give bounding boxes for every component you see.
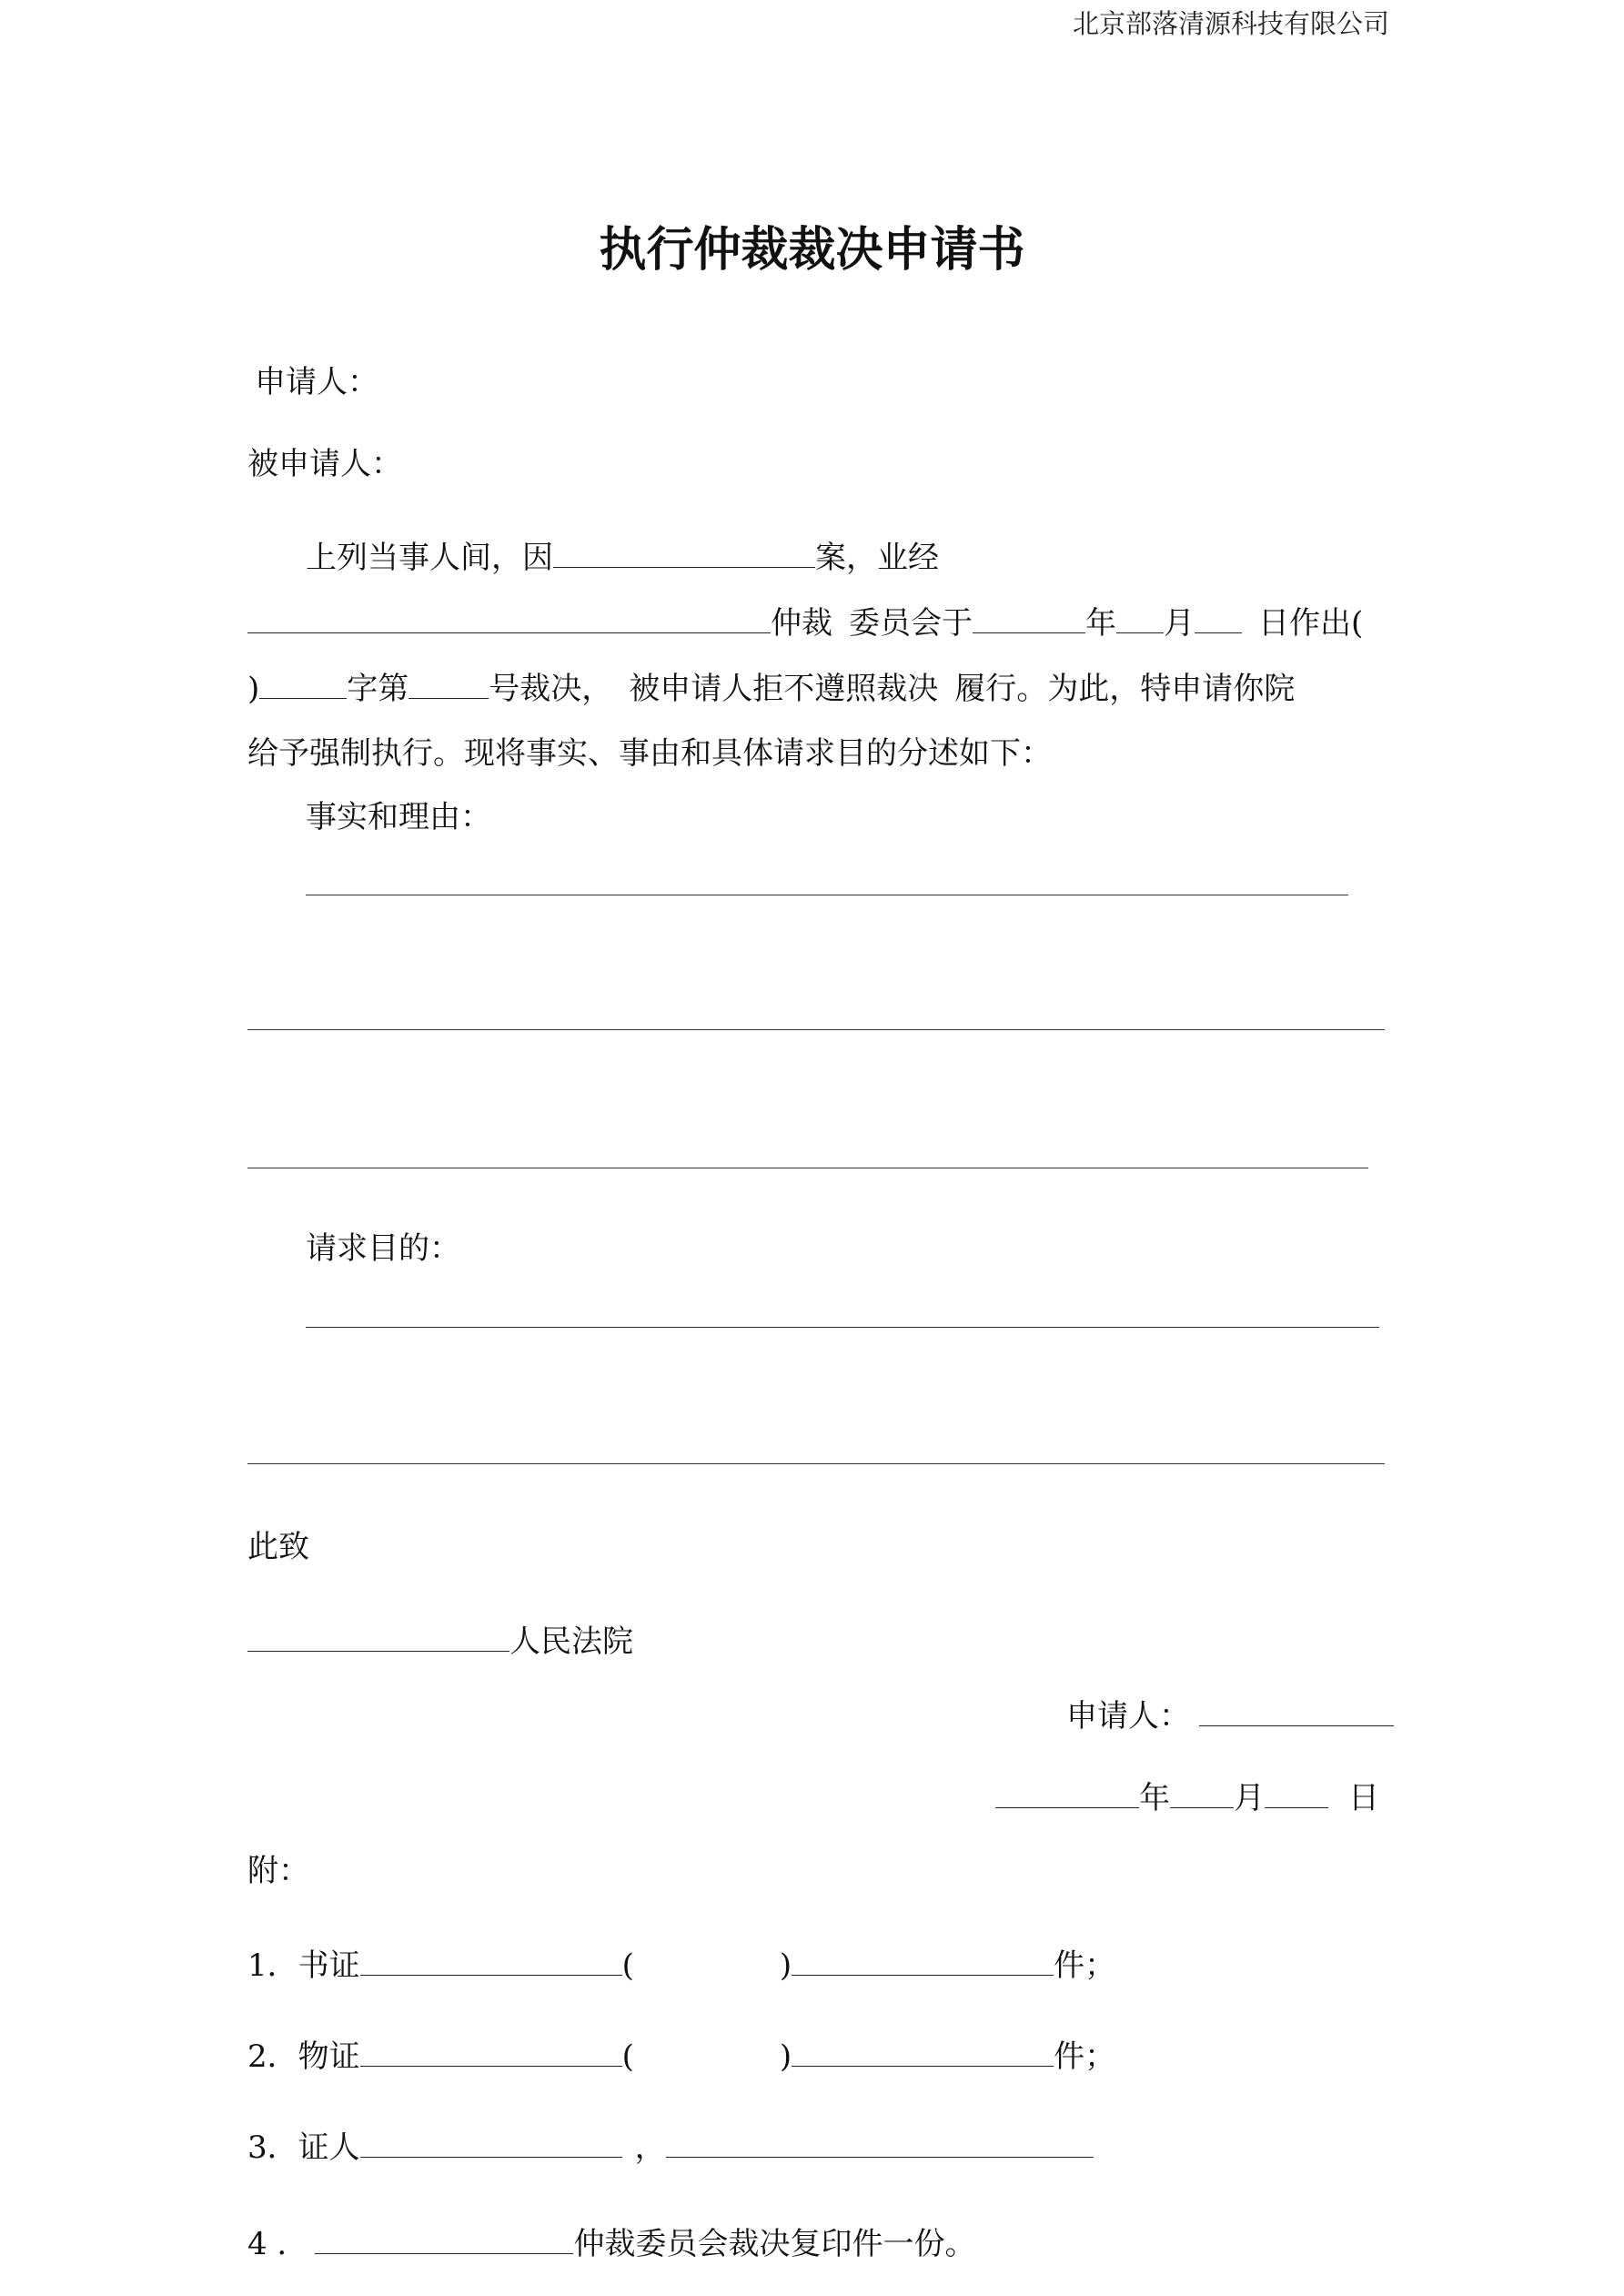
applicant-label: 申请人： <box>255 364 378 400</box>
attachment-item-3 <box>247 2129 1094 2166</box>
signature-month: 月 <box>1234 1780 1265 1816</box>
document-title: 执行仲裁裁决申请书 <box>599 223 1025 278</box>
body-text: 年 <box>1085 605 1116 642</box>
signature-year: 年 <box>1139 1780 1170 1816</box>
witness-detail-blank[interactable] <box>666 2129 1094 2158</box>
year-blank[interactable] <box>973 605 1085 633</box>
documentary-evidence-blank[interactable] <box>360 1947 622 1976</box>
body-text: 被申请人拒不遵照裁决 <box>629 671 939 707</box>
documentary-count-blank[interactable] <box>792 1947 1054 1976</box>
month-blank[interactable] <box>1116 605 1164 633</box>
body-text: 号裁决， <box>489 671 613 707</box>
item-number: 1． <box>247 1947 298 1984</box>
physical-evidence-blank[interactable] <box>360 2038 622 2067</box>
close-paren: ) <box>779 2038 792 2075</box>
attachment-item-2 <box>247 2038 1115 2075</box>
body-text: 字第 <box>347 671 409 707</box>
court-suffix: 人民法院 <box>509 1623 633 1660</box>
body-line-3 <box>247 671 1295 707</box>
unit-text: 件； <box>1054 2038 1116 2075</box>
item-number: 2． <box>247 2038 298 2075</box>
signature-applicant-label: 申请人： <box>1066 1698 1190 1735</box>
body-text: 日作出( <box>1258 605 1364 642</box>
body-text: 上列当事人间，因 <box>306 540 553 576</box>
signature-month-blank[interactable] <box>1170 1780 1234 1808</box>
physical-count-blank[interactable] <box>792 2038 1054 2067</box>
signature-applicant-blank[interactable] <box>1199 1698 1394 1726</box>
arbitration-commission-copy-blank[interactable] <box>315 2226 573 2254</box>
attachment-item-4 <box>247 2226 975 2262</box>
signature-day: 日 <box>1348 1780 1379 1816</box>
item-label: 书证 <box>298 1947 360 1984</box>
body-text: 案，业经 <box>815 540 939 576</box>
request-line-2[interactable] <box>247 1463 1385 1464</box>
body-line-4: 给予强制执行。现将事实、事由和具体请求目的分述如下： <box>247 735 1052 772</box>
request-line-1[interactable] <box>306 1327 1379 1328</box>
unit-text: 件； <box>1054 1947 1116 1984</box>
item-label: 证人 <box>298 2129 360 2166</box>
award-number-blank[interactable] <box>409 671 489 699</box>
body-text: ) <box>247 671 260 707</box>
signature-day-blank[interactable] <box>1265 1780 1328 1808</box>
item-number: 3． <box>247 2129 298 2166</box>
close-paren: ) <box>779 1947 792 1984</box>
facts-line-2[interactable] <box>247 1029 1385 1030</box>
company-header: 北京部落清源科技有限公司 <box>1072 8 1389 39</box>
comma-text: ， <box>634 2129 666 2166</box>
respondent-label: 被申请人： <box>247 446 402 482</box>
open-paren: ( <box>621 1947 634 1984</box>
body-line-1 <box>306 540 939 576</box>
case-name-blank[interactable] <box>553 540 815 568</box>
attachment-item-1 <box>247 1947 1115 1984</box>
court-line <box>247 1623 633 1660</box>
item-label: 物证 <box>298 2038 360 2075</box>
award-character-blank[interactable] <box>259 671 347 699</box>
attachments-label: 附： <box>247 1853 309 1889</box>
item-number: 4 ． <box>247 2226 308 2262</box>
body-line-2 <box>247 605 1363 642</box>
day-blank[interactable] <box>1195 605 1242 633</box>
body-text: 委员会于 <box>849 605 973 642</box>
closing-text: 此致 <box>247 1529 309 1565</box>
signature-date <box>995 1780 1379 1816</box>
item-text: 仲裁委员会裁决复印件一份。 <box>573 2226 976 2262</box>
body-text: 仲裁 <box>771 605 832 642</box>
open-paren: ( <box>621 2038 634 2075</box>
signature-applicant <box>1066 1698 1394 1735</box>
witness-name-blank[interactable] <box>360 2129 622 2158</box>
court-name-blank[interactable] <box>247 1623 509 1652</box>
body-text: 履行。为此，特申请你院 <box>954 671 1296 707</box>
facts-label: 事实和理由： <box>306 799 491 835</box>
signature-year-blank[interactable] <box>995 1780 1139 1808</box>
arbitration-commission-blank[interactable] <box>247 605 771 633</box>
body-text: 月 <box>1164 605 1195 642</box>
request-label: 请求目的： <box>306 1230 460 1267</box>
